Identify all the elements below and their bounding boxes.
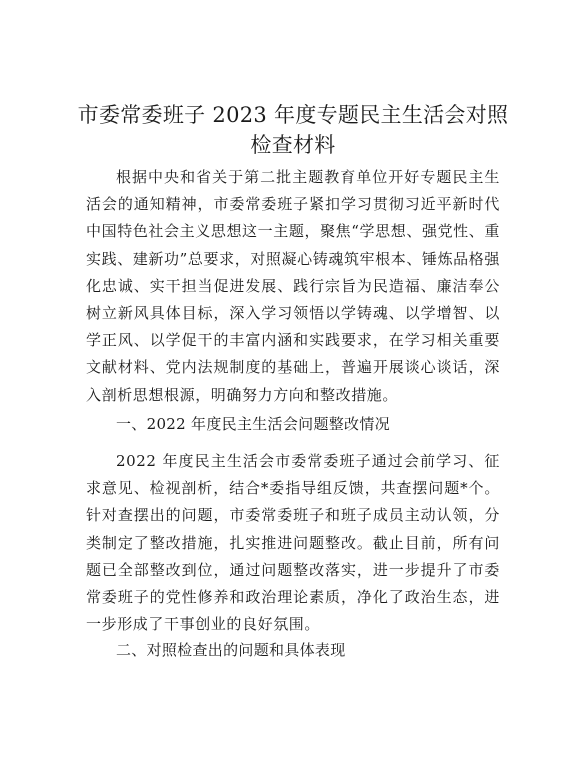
rectification-paragraph: 2022 年度民主生活会市委常委班子通过会前学习、征求意见、检视剖析，结合*委指导组反馈，共查摆问题*个。针对查摆出的问题，市委常委班子和班子成员主动认领，分类制定了整改措施，扎实推进问题整改。截止目前，所有问题已全部整改到位，通过问题整改落实，进一步提升了市委常委班子的党性修养和政治理论素质，净化了政治生态，进一步形成了干事创业的良好氛围。 bbox=[86, 452, 500, 634]
document-title: 市委常委班子 2023 年度专题民主生活会对照检查材料 bbox=[77, 103, 509, 157]
section-heading-2: 二、对照检查出的问题和具体表现 bbox=[116, 641, 346, 659]
intro-paragraph: 根据中央和省关于第二批主题教育单位开好专题民主生活会的通知精神，市委常委班子紧扣学习贯彻习近平新时代中国特色社会主义思想这一主题，聚焦“学思想、强党性、重实践、建新功”总要求，对照凝心铸魂筑牢根本、锤炼品格强化忠诚、实干担当促进发展、践行宗旨为民造福、廉洁奉公树立新风具体目标，深入学习领悟以学铸魂、以学增智、以学正风、以学促干的丰富内涵和实践要求，在学习相关重要文献材料、党内法规制度的基础上，普遍开展谈心谈话，深入剖析思想根源，明确努力方向和整改措施。 bbox=[86, 168, 500, 404]
section-heading-1: 一、2022 年度民主生活会问题整改情况 bbox=[116, 415, 390, 433]
